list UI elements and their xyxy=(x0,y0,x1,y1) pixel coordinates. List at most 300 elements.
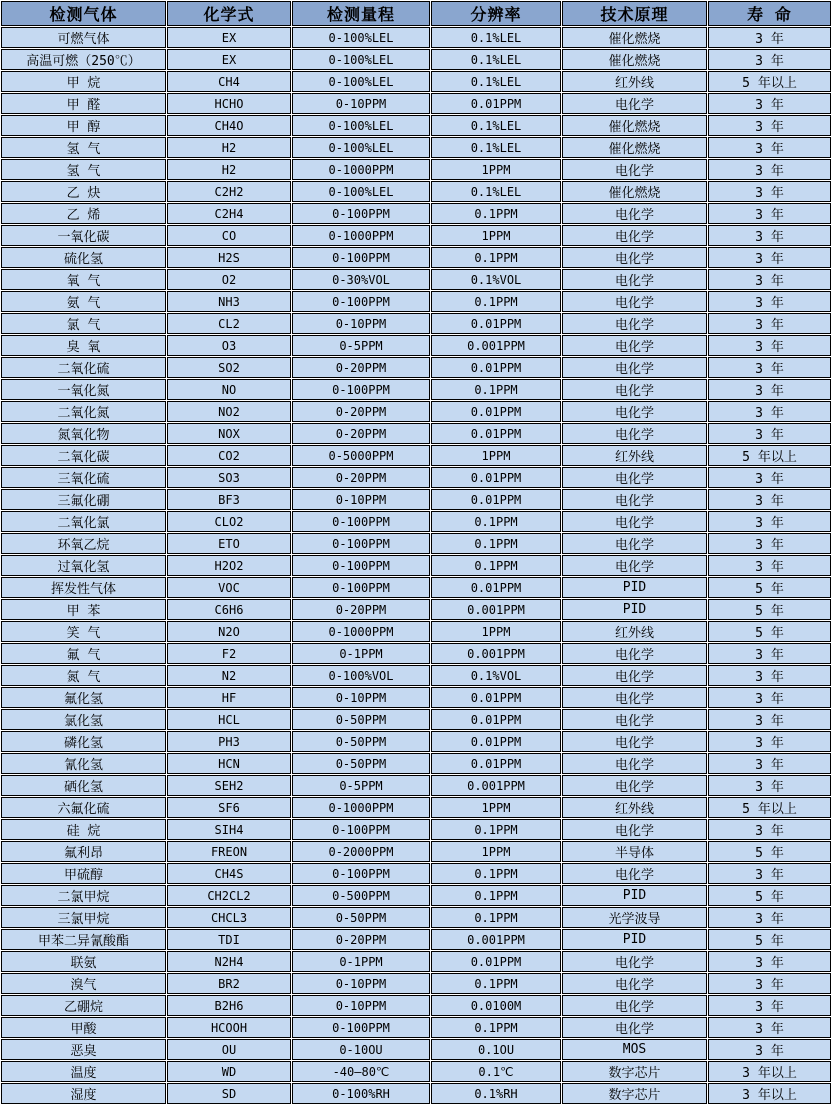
table-row xyxy=(1,665,831,686)
gas-name-cell: 三氟化硼 xyxy=(1,489,166,510)
range-cell: 0-100PPM xyxy=(292,247,430,268)
formula-cell: HCL xyxy=(167,709,291,730)
table-row xyxy=(1,599,831,620)
principle-cell: 电化学 xyxy=(562,1017,707,1038)
principle-cell: 电化学 xyxy=(562,533,707,554)
gas-name-cell: 乙硼烷 xyxy=(1,995,166,1016)
gas-name-cell: 恶臭 xyxy=(1,1039,166,1060)
lifespan-cell: 5 年 xyxy=(708,599,831,620)
formula-cell: H2O2 xyxy=(167,555,291,576)
range-cell: 0-100%LEL xyxy=(292,71,430,92)
lifespan-cell: 3 年 xyxy=(708,533,831,554)
resolution-cell: 0.01PPM xyxy=(431,687,561,708)
principle-cell: 电化学 xyxy=(562,225,707,246)
range-cell: 0-1000PPM xyxy=(292,159,430,180)
resolution-cell: 0.001PPM xyxy=(431,599,561,620)
resolution-cell: 0.1PPM xyxy=(431,379,561,400)
lifespan-cell: 5 年 xyxy=(708,621,831,642)
formula-cell: HCOOH xyxy=(167,1017,291,1038)
range-cell: 0-100PPM xyxy=(292,533,430,554)
formula-cell: CH4 xyxy=(167,71,291,92)
principle-cell: 电化学 xyxy=(562,665,707,686)
lifespan-cell: 3 年 xyxy=(708,357,831,378)
gas-name-cell: 挥发性气体 xyxy=(1,577,166,598)
gas-name-cell: 乙 炔 xyxy=(1,181,166,202)
range-cell: 0-100%LEL xyxy=(292,181,430,202)
resolution-cell: 0.01PPM xyxy=(431,577,561,598)
resolution-cell: 0.01PPM xyxy=(431,709,561,730)
formula-cell: CH2CL2 xyxy=(167,885,291,906)
table-row xyxy=(1,181,831,202)
resolution-cell: 0.0100M xyxy=(431,995,561,1016)
principle-cell: 红外线 xyxy=(562,71,707,92)
table-row xyxy=(1,577,831,598)
resolution-cell: 0.1PPM xyxy=(431,511,561,532)
range-cell: 0-50PPM xyxy=(292,709,430,730)
range-cell: 0-100PPM xyxy=(292,577,430,598)
lifespan-cell: 3 年 xyxy=(708,643,831,664)
range-cell: 0-5PPM xyxy=(292,775,430,796)
header-gas-name: 检测气体 xyxy=(1,1,166,26)
formula-cell: SO2 xyxy=(167,357,291,378)
principle-cell: 催化燃烧 xyxy=(562,27,707,48)
table-row xyxy=(1,775,831,796)
gas-name-cell: 笑 气 xyxy=(1,621,166,642)
range-cell: -40—80℃ xyxy=(292,1061,430,1082)
header-resolution: 分辨率 xyxy=(431,1,561,26)
principle-cell: 催化燃烧 xyxy=(562,115,707,136)
lifespan-cell: 3 年 xyxy=(708,27,831,48)
resolution-cell: 0.1%LEL xyxy=(431,49,561,70)
table-row xyxy=(1,533,831,554)
formula-cell: B2H6 xyxy=(167,995,291,1016)
resolution-cell: 0.001PPM xyxy=(431,643,561,664)
resolution-cell: 0.01PPM xyxy=(431,401,561,422)
table-row xyxy=(1,863,831,884)
lifespan-cell: 3 年 xyxy=(708,753,831,774)
header-technology: 技术原理 xyxy=(562,1,707,26)
lifespan-cell: 3 年 xyxy=(708,159,831,180)
principle-cell: 电化学 xyxy=(562,269,707,290)
gas-name-cell: 甲 苯 xyxy=(1,599,166,620)
formula-cell: O2 xyxy=(167,269,291,290)
range-cell: 0-10PPM xyxy=(292,995,430,1016)
formula-cell: O3 xyxy=(167,335,291,356)
lifespan-cell: 5 年 xyxy=(708,885,831,906)
lifespan-cell: 5 年以上 xyxy=(708,797,831,818)
principle-cell: PID xyxy=(562,599,707,620)
range-cell: 0-1PPM xyxy=(292,951,430,972)
principle-cell: 电化学 xyxy=(562,775,707,796)
gas-name-cell: 氯 气 xyxy=(1,313,166,334)
resolution-cell: 0.1PPM xyxy=(431,907,561,928)
lifespan-cell: 5 年 xyxy=(708,577,831,598)
header-lifespan: 寿 命 xyxy=(708,1,831,26)
formula-cell: BR2 xyxy=(167,973,291,994)
formula-cell: N2 xyxy=(167,665,291,686)
table-row xyxy=(1,555,831,576)
gas-name-cell: 氮氧化物 xyxy=(1,423,166,444)
lifespan-cell: 3 年 xyxy=(708,203,831,224)
table-row xyxy=(1,357,831,378)
principle-cell: PID xyxy=(562,577,707,598)
lifespan-cell: 3 年 xyxy=(708,511,831,532)
resolution-cell: 0.1%LEL xyxy=(431,181,561,202)
resolution-cell: 0.01PPM xyxy=(431,951,561,972)
resolution-cell: 0.1PPM xyxy=(431,885,561,906)
range-cell: 0-100PPM xyxy=(292,1017,430,1038)
table-row xyxy=(1,269,831,290)
principle-cell: 电化学 xyxy=(562,291,707,312)
formula-cell: C2H4 xyxy=(167,203,291,224)
gas-name-cell: 二氧化碳 xyxy=(1,445,166,466)
lifespan-cell: 3 年 xyxy=(708,247,831,268)
gas-name-cell: 氯化氢 xyxy=(1,709,166,730)
range-cell: 0-10PPM xyxy=(292,93,430,114)
gas-name-cell: 环氧乙烷 xyxy=(1,533,166,554)
range-cell: 0-100PPM xyxy=(292,291,430,312)
principle-cell: 电化学 xyxy=(562,313,707,334)
gas-name-cell: 溴气 xyxy=(1,973,166,994)
resolution-cell: 0.1PPM xyxy=(431,203,561,224)
resolution-cell: 1PPM xyxy=(431,797,561,818)
gas-name-cell: 二氯甲烷 xyxy=(1,885,166,906)
gas-name-cell: 臭 氧 xyxy=(1,335,166,356)
formula-cell: PH3 xyxy=(167,731,291,752)
formula-cell: HF xyxy=(167,687,291,708)
table-row xyxy=(1,841,831,862)
lifespan-cell: 3 年 xyxy=(708,181,831,202)
range-cell: 0-20PPM xyxy=(292,423,430,444)
formula-cell: EX xyxy=(167,27,291,48)
lifespan-cell: 3 年 xyxy=(708,467,831,488)
range-cell: 0-50PPM xyxy=(292,731,430,752)
resolution-cell: 1PPM xyxy=(431,621,561,642)
lifespan-cell: 3 年 xyxy=(708,731,831,752)
gas-name-cell: 二氧化氯 xyxy=(1,511,166,532)
lifespan-cell: 5 年以上 xyxy=(708,71,831,92)
lifespan-cell: 3 年 xyxy=(708,819,831,840)
principle-cell: 电化学 xyxy=(562,159,707,180)
range-cell: 0-5PPM xyxy=(292,335,430,356)
range-cell: 0-20PPM xyxy=(292,357,430,378)
lifespan-cell: 5 年以上 xyxy=(708,445,831,466)
resolution-cell: 0.01PPM xyxy=(431,93,561,114)
formula-cell: CLO2 xyxy=(167,511,291,532)
resolution-cell: 0.001PPM xyxy=(431,335,561,356)
range-cell: 0-100%LEL xyxy=(292,49,430,70)
range-cell: 0-50PPM xyxy=(292,907,430,928)
lifespan-cell: 3 年 xyxy=(708,709,831,730)
principle-cell: 电化学 xyxy=(562,951,707,972)
lifespan-cell: 3 年以上 xyxy=(708,1061,831,1082)
lifespan-cell: 3 年 xyxy=(708,137,831,158)
resolution-cell: 0.1%RH xyxy=(431,1083,561,1104)
gas-name-cell: 二氧化硫 xyxy=(1,357,166,378)
gas-name-cell: 三氯甲烷 xyxy=(1,907,166,928)
table-row xyxy=(1,643,831,664)
range-cell: 0-100PPM xyxy=(292,379,430,400)
gas-name-cell: 甲硫醇 xyxy=(1,863,166,884)
gas-name-cell: 硅 烷 xyxy=(1,819,166,840)
gas-name-cell: 湿度 xyxy=(1,1083,166,1104)
range-cell: 0-100PPM xyxy=(292,555,430,576)
lifespan-cell: 3 年以上 xyxy=(708,1083,831,1104)
lifespan-cell: 5 年 xyxy=(708,929,831,950)
principle-cell: 数字芯片 xyxy=(562,1083,707,1104)
formula-cell: H2S xyxy=(167,247,291,268)
gas-name-cell: 氮 气 xyxy=(1,665,166,686)
lifespan-cell: 3 年 xyxy=(708,665,831,686)
resolution-cell: 0.01PPM xyxy=(431,467,561,488)
principle-cell: 电化学 xyxy=(562,731,707,752)
gas-name-cell: 高温可燃（250℃） xyxy=(1,49,166,70)
resolution-cell: 0.1PPM xyxy=(431,973,561,994)
resolution-cell: 0.01PPM xyxy=(431,423,561,444)
gas-name-cell: 温度 xyxy=(1,1061,166,1082)
lifespan-cell: 3 年 xyxy=(708,291,831,312)
gas-name-cell: 氟化氢 xyxy=(1,687,166,708)
range-cell: 0-1PPM xyxy=(292,643,430,664)
table-row xyxy=(1,489,831,510)
formula-cell: NOX xyxy=(167,423,291,444)
range-cell: 0-10PPM xyxy=(292,687,430,708)
formula-cell: H2 xyxy=(167,137,291,158)
table-row xyxy=(1,753,831,774)
range-cell: 0-10OU xyxy=(292,1039,430,1060)
table-row xyxy=(1,951,831,972)
table-row xyxy=(1,929,831,950)
table-body xyxy=(1,27,831,1104)
formula-cell: HCHO xyxy=(167,93,291,114)
range-cell: 0-100%VOL xyxy=(292,665,430,686)
formula-cell: SO3 xyxy=(167,467,291,488)
table-row xyxy=(1,709,831,730)
formula-cell: CH4S xyxy=(167,863,291,884)
range-cell: 0-20PPM xyxy=(292,401,430,422)
range-cell: 0-100%RH xyxy=(292,1083,430,1104)
table-row xyxy=(1,225,831,246)
resolution-cell: 1PPM xyxy=(431,225,561,246)
table-row xyxy=(1,995,831,1016)
table-row xyxy=(1,401,831,422)
resolution-cell: 0.1PPM xyxy=(431,291,561,312)
header-chemical-formula: 化学式 xyxy=(167,1,291,26)
gas-name-cell: 氟 气 xyxy=(1,643,166,664)
table-row xyxy=(1,291,831,312)
range-cell: 0-100%LEL xyxy=(292,137,430,158)
principle-cell: 电化学 xyxy=(562,467,707,488)
table-row xyxy=(1,247,831,268)
range-cell: 0-30%VOL xyxy=(292,269,430,290)
principle-cell: 电化学 xyxy=(562,555,707,576)
table-row xyxy=(1,27,831,48)
formula-cell: EX xyxy=(167,49,291,70)
range-cell: 0-100PPM xyxy=(292,511,430,532)
table-row xyxy=(1,1017,831,1038)
gas-name-cell: 氨 气 xyxy=(1,291,166,312)
range-cell: 0-2000PPM xyxy=(292,841,430,862)
lifespan-cell: 3 年 xyxy=(708,401,831,422)
lifespan-cell: 3 年 xyxy=(708,379,831,400)
lifespan-cell: 3 年 xyxy=(708,335,831,356)
principle-cell: 红外线 xyxy=(562,797,707,818)
lifespan-cell: 5 年 xyxy=(708,841,831,862)
principle-cell: 电化学 xyxy=(562,335,707,356)
gas-name-cell: 六氟化硫 xyxy=(1,797,166,818)
principle-cell: 电化学 xyxy=(562,357,707,378)
gas-name-cell: 磷化氢 xyxy=(1,731,166,752)
table-row xyxy=(1,973,831,994)
resolution-cell: 0.1PPM xyxy=(431,247,561,268)
gas-name-cell: 一氧化氮 xyxy=(1,379,166,400)
range-cell: 0-20PPM xyxy=(292,929,430,950)
lifespan-cell: 3 年 xyxy=(708,973,831,994)
resolution-cell: 0.1%LEL xyxy=(431,27,561,48)
formula-cell: NO xyxy=(167,379,291,400)
principle-cell: 电化学 xyxy=(562,379,707,400)
resolution-cell: 0.001PPM xyxy=(431,775,561,796)
range-cell: 0-100%LEL xyxy=(292,115,430,136)
table-row xyxy=(1,71,831,92)
gas-name-cell: 氢 气 xyxy=(1,159,166,180)
formula-cell: TDI xyxy=(167,929,291,950)
range-cell: 0-10PPM xyxy=(292,489,430,510)
principle-cell: 电化学 xyxy=(562,93,707,114)
range-cell: 0-50PPM xyxy=(292,753,430,774)
formula-cell: N2O xyxy=(167,621,291,642)
table-header-row xyxy=(1,1,831,26)
principle-cell: 电化学 xyxy=(562,247,707,268)
range-cell: 0-20PPM xyxy=(292,599,430,620)
table-row xyxy=(1,687,831,708)
table-row xyxy=(1,93,831,114)
resolution-cell: 0.1PPM xyxy=(431,1017,561,1038)
principle-cell: 电化学 xyxy=(562,753,707,774)
lifespan-cell: 3 年 xyxy=(708,775,831,796)
resolution-cell: 0.1℃ xyxy=(431,1061,561,1082)
principle-cell: 电化学 xyxy=(562,423,707,444)
principle-cell: PID xyxy=(562,885,707,906)
resolution-cell: 0.01PPM xyxy=(431,489,561,510)
range-cell: 0-100PPM xyxy=(292,819,430,840)
lifespan-cell: 3 年 xyxy=(708,225,831,246)
principle-cell: MOS xyxy=(562,1039,707,1060)
principle-cell: 光学波导 xyxy=(562,907,707,928)
lifespan-cell: 3 年 xyxy=(708,555,831,576)
lifespan-cell: 3 年 xyxy=(708,1017,831,1038)
principle-cell: 电化学 xyxy=(562,819,707,840)
resolution-cell: 0.1%VOL xyxy=(431,665,561,686)
principle-cell: 电化学 xyxy=(562,643,707,664)
lifespan-cell: 3 年 xyxy=(708,489,831,510)
table-row xyxy=(1,621,831,642)
resolution-cell: 0.01PPM xyxy=(431,357,561,378)
resolution-cell: 0.1%LEL xyxy=(431,71,561,92)
lifespan-cell: 3 年 xyxy=(708,951,831,972)
formula-cell: HCN xyxy=(167,753,291,774)
table-row xyxy=(1,467,831,488)
table-row xyxy=(1,335,831,356)
formula-cell: H2 xyxy=(167,159,291,180)
table-row xyxy=(1,137,831,158)
resolution-cell: 0.1PPM xyxy=(431,863,561,884)
gas-name-cell: 氰化氢 xyxy=(1,753,166,774)
formula-cell: NO2 xyxy=(167,401,291,422)
gas-name-cell: 过氧化氢 xyxy=(1,555,166,576)
range-cell: 0-1000PPM xyxy=(292,797,430,818)
range-cell: 0-1000PPM xyxy=(292,621,430,642)
resolution-cell: 1PPM xyxy=(431,445,561,466)
lifespan-cell: 3 年 xyxy=(708,687,831,708)
table-row xyxy=(1,49,831,70)
range-cell: 0-10PPM xyxy=(292,973,430,994)
principle-cell: 催化燃烧 xyxy=(562,181,707,202)
formula-cell: NH3 xyxy=(167,291,291,312)
table-row xyxy=(1,1061,831,1082)
formula-cell: C6H6 xyxy=(167,599,291,620)
range-cell: 0-100%LEL xyxy=(292,27,430,48)
table-row xyxy=(1,159,831,180)
table-row xyxy=(1,907,831,928)
resolution-cell: 0.01PPM xyxy=(431,313,561,334)
gas-name-cell: 甲 醇 xyxy=(1,115,166,136)
formula-cell: CH4O xyxy=(167,115,291,136)
formula-cell: F2 xyxy=(167,643,291,664)
resolution-cell: 0.1%LEL xyxy=(431,115,561,136)
range-cell: 0-500PPM xyxy=(292,885,430,906)
principle-cell: 电化学 xyxy=(562,401,707,422)
table-row xyxy=(1,885,831,906)
resolution-cell: 0.1OU xyxy=(431,1039,561,1060)
table-row xyxy=(1,313,831,334)
resolution-cell: 1PPM xyxy=(431,159,561,180)
formula-cell: C2H2 xyxy=(167,181,291,202)
gas-name-cell: 甲苯二异氰酸酯 xyxy=(1,929,166,950)
principle-cell: 电化学 xyxy=(562,203,707,224)
principle-cell: PID xyxy=(562,929,707,950)
resolution-cell: 0.1PPM xyxy=(431,555,561,576)
formula-cell: N2H4 xyxy=(167,951,291,972)
principle-cell: 电化学 xyxy=(562,995,707,1016)
principle-cell: 红外线 xyxy=(562,621,707,642)
principle-cell: 催化燃烧 xyxy=(562,49,707,70)
gas-name-cell: 乙 烯 xyxy=(1,203,166,224)
range-cell: 0-5000PPM xyxy=(292,445,430,466)
formula-cell: ETO xyxy=(167,533,291,554)
gas-name-cell: 甲 烷 xyxy=(1,71,166,92)
range-cell: 0-20PPM xyxy=(292,467,430,488)
range-cell: 0-100PPM xyxy=(292,863,430,884)
resolution-cell: 0.001PPM xyxy=(431,929,561,950)
lifespan-cell: 3 年 xyxy=(708,115,831,136)
resolution-cell: 0.1PPM xyxy=(431,533,561,554)
lifespan-cell: 3 年 xyxy=(708,907,831,928)
lifespan-cell: 3 年 xyxy=(708,995,831,1016)
gas-name-cell: 氟利昂 xyxy=(1,841,166,862)
lifespan-cell: 3 年 xyxy=(708,423,831,444)
gas-name-cell: 甲 醛 xyxy=(1,93,166,114)
principle-cell: 催化燃烧 xyxy=(562,137,707,158)
principle-cell: 电化学 xyxy=(562,863,707,884)
formula-cell: WD xyxy=(167,1061,291,1082)
table-row xyxy=(1,731,831,752)
lifespan-cell: 3 年 xyxy=(708,93,831,114)
formula-cell: VOC xyxy=(167,577,291,598)
formula-cell: SF6 xyxy=(167,797,291,818)
formula-cell: OU xyxy=(167,1039,291,1060)
gas-name-cell: 硒化氢 xyxy=(1,775,166,796)
